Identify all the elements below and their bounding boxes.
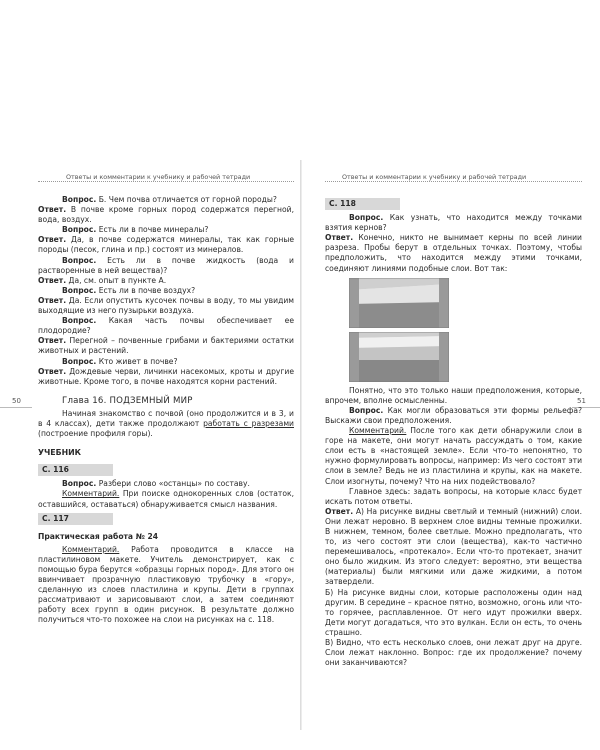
textbook-heading: УЧЕБНИК — [38, 448, 82, 458]
question-116: Вопрос. Разбери слово «останцы» по составу. — [62, 479, 250, 489]
layer-diagram-1 — [349, 278, 582, 328]
qa-question: Вопрос. Б. Чем почва отличается от горной породы? — [62, 195, 277, 204]
qa-question: Вопрос. Кто живет в почве? — [62, 356, 178, 366]
right-page — [325, 165, 582, 750]
left-page-content — [38, 195, 294, 626]
intro-link-text: работать с разрезами — [203, 418, 294, 428]
right-page-number: 51 — [577, 397, 586, 405]
answer-cores: Ответ. Конечно, никто не вынимает керны по всей линии разреза. Пробы берут в отдельных точках. Поэтому, чтобы предположить, что находится между этими точками, соединяют линиями подобные слои. Вот так: — [325, 233, 582, 273]
left-qa-list — [38, 195, 294, 387]
answer-b: Б) На рисунке видны слои, которые расположены один над другим. В середине – красное пятно, возможно, огонь или что-то горячее, расплавленное. От него идут прожилки вверх. Дети могут догадаться, что это вулкан. Если он есть, то очень страшно. — [325, 587, 582, 637]
qa-answer: Ответ. Дождевые черви, личинки насекомых, кроты и другие животные. Кроме того, в почве находятся корни растений. — [38, 366, 294, 386]
left-page — [38, 165, 294, 750]
page-ref-118: С. 118 — [325, 198, 400, 210]
layer-diagram-2 — [349, 332, 582, 382]
page-ref-117: С. 117 — [38, 513, 113, 525]
qa-answer: Ответ. Да, см. опыт в пункте А. — [38, 275, 167, 285]
qa-question: Вопрос. Какая часть почвы обеспечивает ее плодородие? — [38, 316, 294, 336]
practical-work-title: Практическая работа № 24 — [38, 531, 159, 541]
answer-v: В) Видно, что есть несколько слоев, они лежат друг на друге. Слои лежат наклонно. Вопрос: где их продолжение? почему они заканчиваются? — [325, 638, 582, 668]
qa-answer: Ответ. Перегной – почвенные грибами и бактериями остатки животных и растений. — [38, 336, 294, 356]
question-cores: Вопрос. Как узнать, что находится между точками взятия кернов? — [325, 213, 582, 233]
left-running-header: Ответы и комментарии к учебнику и рабочей тетради — [66, 173, 251, 181]
after-diagrams-text: Понятно, что это только наши предположения, которые, впрочем, вполне осмысленны. — [325, 385, 582, 405]
answer-a: Ответ. А) На рисунке видны светлый и темный (нижний) слои. Они лежат неровно. В верхнем слое видны темные прожилки. В нижнем, темном, более светлые. Можно предполагать, что то, из чего состоят эти слои (вещества), как-то частично перемешивалось, «протекало». Если что-то протекает, значит оно было жидким. Из этого следует: вероятно, эти вещества (материалы) были мягкими или даже жидкими, а потом затвердели. — [325, 506, 582, 587]
qa-question: Вопрос. Есть ли в почве жидкость (вода и растворенные в ней вещества)? — [38, 255, 294, 275]
left-edge-rule — [0, 407, 32, 408]
qa-question: Вопрос. Есть ли в почве воздух? — [62, 285, 196, 295]
chapter-title: Глава 16. ПОДЗЕМНЫЙ МИР — [62, 395, 193, 406]
chapter-intro: Начиная знакомство с почвой (оно продолжится и в 3, и в 4 классах), дети также продолжают работать с разрезами (построение профиля горы). — [38, 408, 294, 439]
qa-answer: Ответ. В почве кроме горных пород содержатся перегной, вода, воздух. — [38, 205, 294, 225]
question-relief: Вопрос. Как могли образоваться эти формы рельефа? Выскажи свои предположения. — [325, 405, 582, 425]
qa-question: Вопрос. Есть ли в почве минералы? — [62, 225, 209, 235]
left-page-number: 50 — [12, 397, 21, 405]
qa-answer: Ответ. Да. Если опустить кусочек почвы в воду, то мы увидим выходящие из него пузырьки воздуха. — [38, 295, 294, 316]
comment-116: Комментарий. При поиске однокоренных слов (остаток, оставшийся, оставаться) обнаруживается смысл названия. — [38, 489, 294, 509]
right-page-content — [325, 195, 582, 668]
main-point-text: Главное здесь: задать вопросы, на которые класс будет искать потом ответы. — [325, 486, 582, 506]
right-running-header: Ответы и комментарии к учебнику и рабочей тетради — [342, 173, 527, 181]
page-gutter — [300, 160, 302, 730]
practical-comment: Комментарий. Работа проводится в классе на пластилиновом макете. Учитель демонстрирует, как с помощью бура берутся «образцы горных пород». Для этого он ввинчивает прозрачную пластиковую трубочку в «гору», сделанную из слоев пластилина и крупы. Дети в группах рассматривают и зарисовывают слои, а затем соединяют работу всех групп в один рисунок. В результате должно получиться что-то похожее на слои на рисунках на с. 118. — [38, 544, 294, 625]
qa-answer: Ответ. Да, в почве содержатся минералы, так как горные породы (песок, глина и пр.) состоят из минералов. — [38, 235, 294, 255]
comment-relief: Комментарий. После того как дети обнаружили слои в горе на макете, они могут начать рассуждать о том, какие слои есть в «настоящей земле». Если что-то непонятно, то нужно формулировать вопросы, например: Из чего состоят эти слои в земле? Ведь не из пластилина и крупы, как на макете. Слои изогнуты, почему? Что на них подействовало? — [325, 426, 582, 486]
page-ref-116: С. 116 — [38, 464, 113, 476]
